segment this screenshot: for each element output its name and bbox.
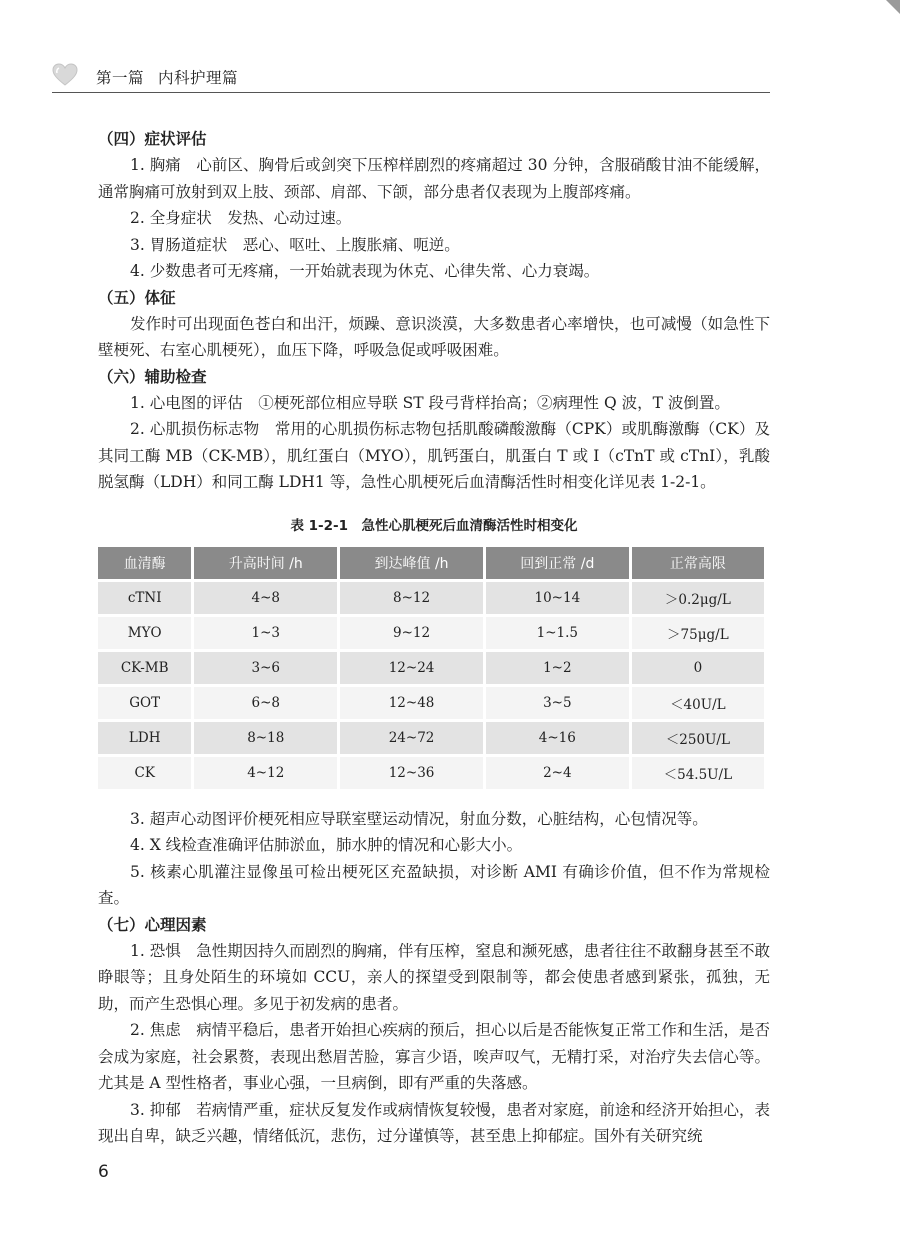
table-row <box>98 722 764 754</box>
paragraph: 4. 少数患者可无疼痛，一开始就表现为休克、心律失常、心力衰竭。 <box>130 262 600 280</box>
section-heading-signs: （五）体征 <box>98 288 176 307</box>
paragraph: 1. 恐惧 急性期因持久而剧烈的胸痛，伴有压榨，窒息和濒死感，患者往往不敢翻身甚至不敢睁眼等；且身处陌生的环境如 CCU，亲人的探望受到限制等，都会使患者感到紧张，孤独，无助，而产生恐惧心理。多见于初发病的患者。 <box>98 941 770 1013</box>
table-cell: 8~18 <box>194 722 337 754</box>
table-cell: ＞75μg/L <box>632 617 764 649</box>
column-header: 回到正常 /d <box>486 547 629 579</box>
table-cell: 4~12 <box>194 757 337 789</box>
table-cell: ＞0.2μg/L <box>632 582 764 614</box>
table-cell: CK <box>98 757 191 789</box>
paragraph: 1. 胸痛 心前区、胸骨后或剑突下压榨样剧烈的疼痛超过 30 分钟，含服硝酸甘油不能缓解，通常胸痛可放射到双上肢、颈部、肩部、下颌，部分患者仅表现为上腹部疼痛。 <box>98 156 770 201</box>
table-cell: 4~8 <box>194 582 337 614</box>
table-cell: LDH <box>98 722 191 754</box>
header-title: 内科护理篇 <box>158 69 239 87</box>
table-cell: 9~12 <box>340 617 483 649</box>
paragraph: 2. 焦虑 病情平稳后，患者开始担心疾病的预后，担心以后是否能恢复正常工作和生活，是否会成为家庭，社会累赘，表现出愁眉苦脸，寡言少语，唉声叹气，无精打采，对治疗失去信心等。尤其是 A 型性格者，事业心强，一旦病倒，即有严重的失落感。 <box>98 1021 770 1092</box>
table-row <box>98 687 764 719</box>
table-cell: 24~72 <box>340 722 483 754</box>
paragraph: 3. 胃肠道症状 恶心、呕吐、上腹胀痛、呃逆。 <box>130 235 460 254</box>
paragraph: 5. 核素心肌灌注显像虽可检出梗死区充盈缺损，对诊断 AMI 有确诊价值，但不作为常规检查。 <box>98 862 770 907</box>
paragraph: 3. 抑郁 若病情严重，症状反复发作或病情恢复较慢，患者对家庭，前途和经济开始担心，表现出自卑，缺乏兴趣，情绪低沉，悲伤，过分谨慎等，甚至患上抑郁症。国外有关研究统 <box>98 1100 770 1145</box>
table-cell: 3~6 <box>194 652 337 684</box>
header-part: 第一篇 <box>96 69 145 87</box>
table-cell: 8~12 <box>340 582 483 614</box>
table-cell: 0 <box>632 652 764 684</box>
table-cell: 12~48 <box>340 687 483 719</box>
column-header: 血清酶 <box>98 547 191 579</box>
paragraph: 2. 心肌损伤标志物 常用的心肌损伤标志物包括肌酸磷酸激酶（CPK）或肌酶激酶（CK）及其同工酶 MB（CK-MB），肌红蛋白（MYO），肌钙蛋白，肌蛋白 T 或 I（cTnT 或 cTnI），乳酸脱氢酶（LDH）和同工酶 LDH1 等，急性心肌梗死后血清酶活性时相变化详见表 1-2-1。 <box>98 420 770 491</box>
table-row <box>98 652 764 684</box>
column-header: 到达峰值 /h <box>340 547 483 579</box>
paragraph: 发作时可出现面色苍白和出汗，烦躁、意识淡漠，大多数患者心率增快，也可减慢（如急性下壁梗死、右室心肌梗死），血压下降，呼吸急促或呼吸困难。 <box>98 314 770 359</box>
enzyme-table <box>95 544 767 792</box>
table-title: 表 1-2-1 急性心肌梗死后血清酶活性时相变化 <box>290 517 578 534</box>
heart-logo-icon <box>52 62 78 88</box>
page-number: 6 <box>98 1162 109 1182</box>
page-body <box>98 126 770 1150</box>
column-header: 正常高限 <box>632 547 764 579</box>
table-cell: 4~16 <box>486 722 629 754</box>
paragraph: 1. 心电图的评估 ①梗死部位相应导联 ST 段弓背样抬高；②病理性 Q 波，T 波倒置。 <box>130 393 730 412</box>
table-header-row <box>98 547 764 579</box>
table-row <box>98 617 764 649</box>
paragraph: 2. 全身症状 发热、心动过速。 <box>130 209 352 227</box>
table-cell: cTNI <box>98 582 191 614</box>
page-corner-mark <box>886 0 900 14</box>
table-cell: ＜40U/L <box>632 687 764 719</box>
table-cell: 1~3 <box>194 617 337 649</box>
table-row <box>98 582 764 614</box>
table-cell: 10~14 <box>486 582 629 614</box>
table-cell: 1~2 <box>486 652 629 684</box>
table-cell: ＜54.5U/L <box>632 757 764 789</box>
section-heading-psychology: （七）心理因素 <box>98 915 207 934</box>
table-cell: GOT <box>98 687 191 719</box>
table-cell: 12~24 <box>340 652 483 684</box>
table-cell: 12~36 <box>340 757 483 789</box>
section-heading-exams: （六）辅助检查 <box>98 367 207 386</box>
table-row <box>98 757 764 789</box>
table-cell: 6~8 <box>194 687 337 719</box>
running-header <box>52 62 770 93</box>
table-cell: 1~1.5 <box>486 617 629 649</box>
section-heading-symptoms: （四）症状评估 <box>98 130 207 148</box>
paragraph: 3. 超声心动图评价梗死相应导联室壁运动情况，射血分数，心脏结构，心包情况等。 <box>130 809 708 828</box>
table-cell: 2~4 <box>486 757 629 789</box>
table-cell: MYO <box>98 617 191 649</box>
column-header: 升高时间 /h <box>194 547 337 579</box>
table-cell: CK-MB <box>98 652 191 684</box>
paragraph: 4. X 线检查准确评估肺淤血，肺水肿的情况和心影大小。 <box>130 836 523 854</box>
table-cell: 3~5 <box>486 687 629 719</box>
table-cell: ＜250U/L <box>632 722 764 754</box>
